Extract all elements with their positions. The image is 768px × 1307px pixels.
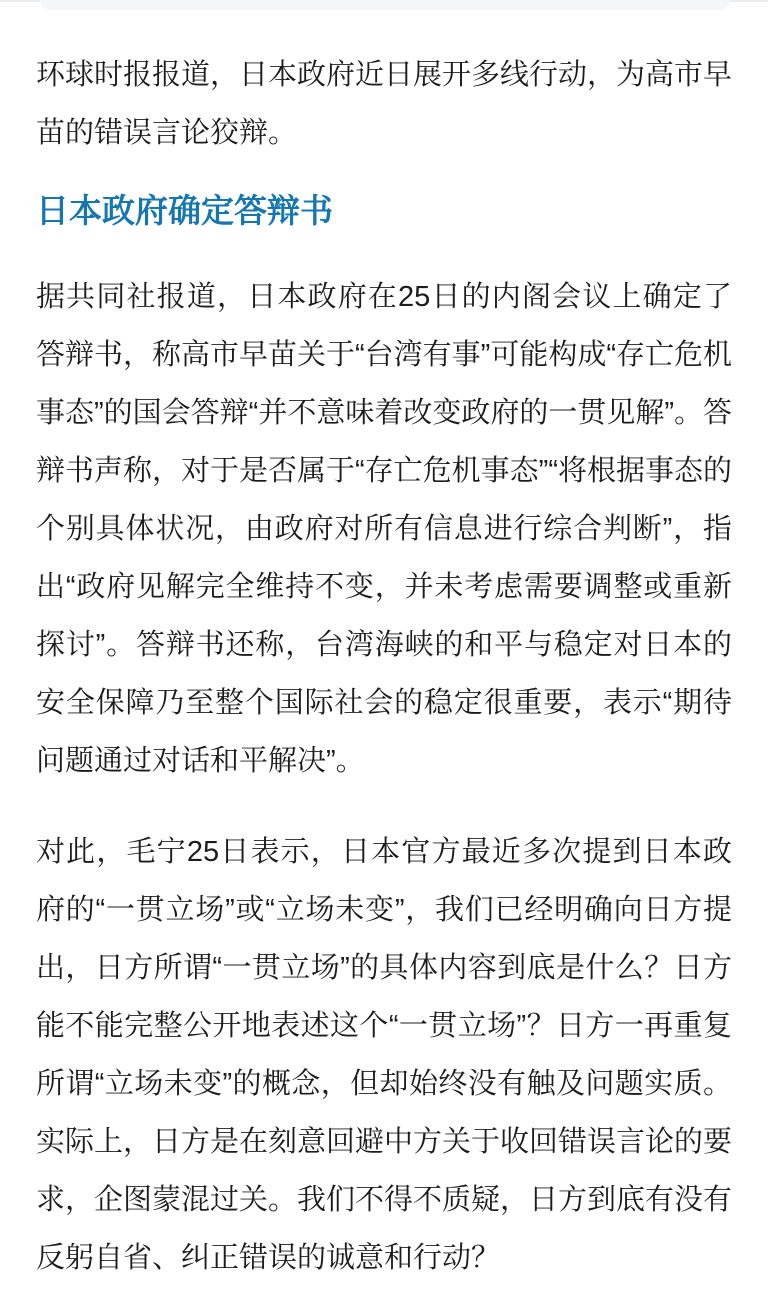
article-paragraph: 对此，毛宁25日表示，日本官方最近多次提到日本政府的“一贯立场”或“立场未变”，我们已经明确向日方提出，日方所谓“一贯立场”的具体内容到底是什么？日方能不能完整公开地表述这个“一贯立场”？日方一再重复所谓“立场未变”的概念，但却始终没有触及问题实质。实际上，日方是在刻意回避中方关于收回错误言论的要求，企图蒙混过关。我们不得不质疑，日方到底有没有反躬自省、纠正错误的诚意和行动？ [36, 836, 733, 1274]
section-heading: 日本政府确定答辩书 [36, 192, 333, 229]
intro-paragraph: 环球时报报道，日本政府近日展开多线行动，为高市早苗的错误言论狡辩。 [36, 59, 733, 149]
article-paragraph: 据共同社报道，日本政府在25日的内阁会议上确定了答辩书，称高市早苗关于“台湾有事”可能构成“存亡危机事态”的国会答辩“并不意味着改变政府的一贯见解”。答辩书声称，对于是否属于“存亡危机事态”“将根据事态的个别具体状况，由政府对所有信息进行综合判断”，指出“政府见解完全维持不变，并未考虑需要调整或重新探讨”。答辩书还称，台湾海峡的和平与稳定对日本的安全保障乃至整个国际社会的稳定很重要，表示“期待问题通过对话和平解决”。 [36, 281, 732, 777]
